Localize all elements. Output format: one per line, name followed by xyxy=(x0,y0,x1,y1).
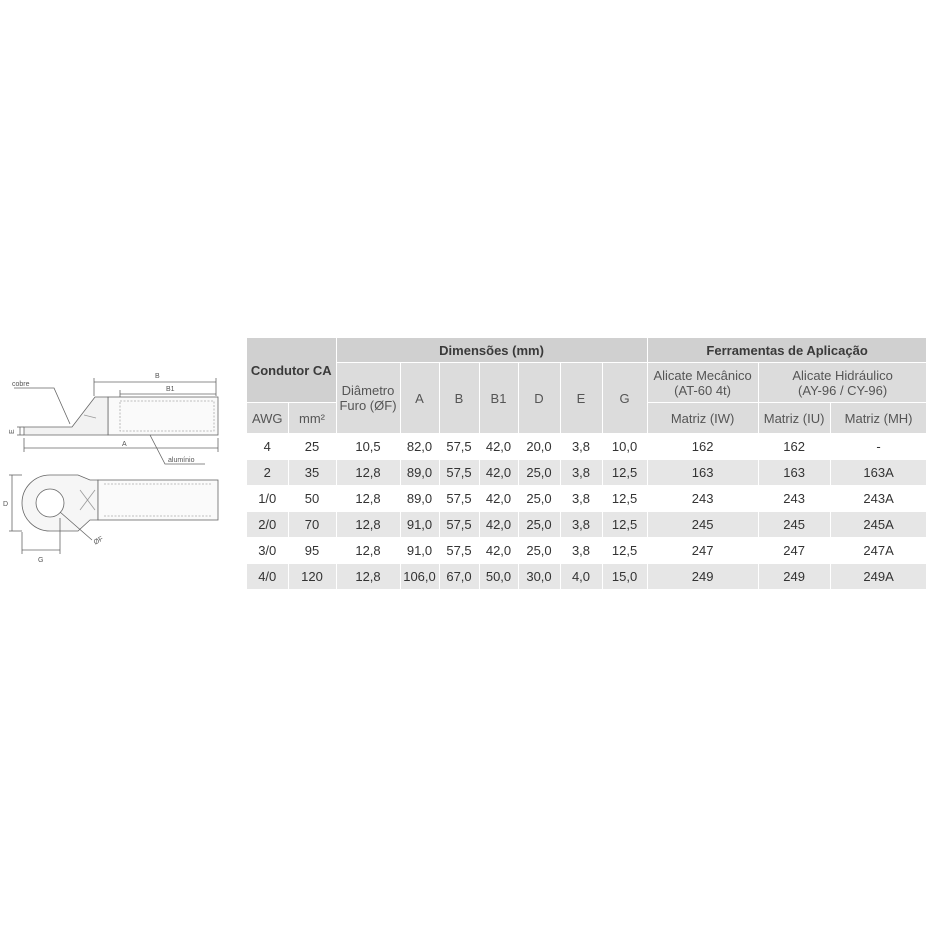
cell-d: 25,0 xyxy=(518,460,560,486)
cell-g: 12,5 xyxy=(602,538,647,564)
cell-d: 25,0 xyxy=(518,512,560,538)
header-diametro-line2: Furo (ØF) xyxy=(339,398,397,413)
terminal-diagram xyxy=(0,360,245,570)
cell-d: 20,0 xyxy=(518,434,560,460)
cell-g: 12,5 xyxy=(602,486,647,512)
header-ferramentas: Ferramentas de Aplicação xyxy=(647,338,926,363)
cell-b1: 42,0 xyxy=(479,434,518,460)
cell-matriz-mh: - xyxy=(830,434,926,460)
cell-b: 57,5 xyxy=(439,434,479,460)
cell-mm2: 95 xyxy=(288,538,336,564)
cell-diametro: 12,8 xyxy=(336,460,400,486)
table-row xyxy=(247,512,926,538)
cell-a: 91,0 xyxy=(400,512,439,538)
cell-b: 57,5 xyxy=(439,512,479,538)
cell-e: 3,8 xyxy=(560,512,602,538)
cell-matriz-mh: 163A xyxy=(830,460,926,486)
cell-d: 25,0 xyxy=(518,486,560,512)
header-b: B xyxy=(439,363,479,434)
label-a: A xyxy=(122,441,127,448)
cell-b: 57,5 xyxy=(439,538,479,564)
cell-mm2: 35 xyxy=(288,460,336,486)
header-e: E xyxy=(560,363,602,434)
header-dimensoes: Dimensões (mm) xyxy=(336,338,647,363)
cell-a: 89,0 xyxy=(400,486,439,512)
cell-e: 3,8 xyxy=(560,538,602,564)
spec-table xyxy=(247,338,926,590)
cell-matriz-mh: 245A xyxy=(830,512,926,538)
header-g: G xyxy=(602,363,647,434)
label-e: E xyxy=(9,429,16,434)
cell-matriz-iw: 243 xyxy=(647,486,758,512)
cell-g: 10,0 xyxy=(602,434,647,460)
header-matriz-mh: Matriz (MH) xyxy=(830,403,926,434)
cell-b1: 50,0 xyxy=(479,564,518,590)
cell-awg: 3/0 xyxy=(247,538,288,564)
header-alicate-mecanico-line2: (AT-60 4t) xyxy=(674,382,732,398)
cell-d: 25,0 xyxy=(518,538,560,564)
cell-e: 3,8 xyxy=(560,434,602,460)
cell-g: 15,0 xyxy=(602,564,647,590)
cell-matriz-iu: 243 xyxy=(758,486,830,512)
cell-matriz-iu: 163 xyxy=(758,460,830,486)
cell-b: 57,5 xyxy=(439,460,479,486)
header-diametro xyxy=(336,363,400,434)
label-b1: B1 xyxy=(166,386,175,393)
cell-matriz-iw: 245 xyxy=(647,512,758,538)
table-row xyxy=(247,486,926,512)
cell-a: 82,0 xyxy=(400,434,439,460)
header-a: A xyxy=(400,363,439,434)
header-b1: B1 xyxy=(479,363,518,434)
cell-mm2: 70 xyxy=(288,512,336,538)
table-row xyxy=(247,564,926,590)
cell-g: 12,5 xyxy=(602,512,647,538)
cell-awg: 2/0 xyxy=(247,512,288,538)
cell-matriz-mh: 247A xyxy=(830,538,926,564)
cell-e: 4,0 xyxy=(560,564,602,590)
cell-awg: 1/0 xyxy=(247,486,288,512)
header-matriz-iu: Matriz (IU) xyxy=(758,403,830,434)
cell-e: 3,8 xyxy=(560,486,602,512)
label-b: B xyxy=(155,373,160,380)
cell-diametro: 12,8 xyxy=(336,512,400,538)
label-aluminio: alumínio xyxy=(168,457,195,464)
cell-e: 3,8 xyxy=(560,460,602,486)
cell-matriz-iw: 247 xyxy=(647,538,758,564)
header-condutor: Condutor CA xyxy=(247,338,336,403)
cell-diametro: 12,8 xyxy=(336,486,400,512)
cell-matriz-iu: 249 xyxy=(758,564,830,590)
table-row xyxy=(247,538,926,564)
header-diametro-line1: Diâmetro xyxy=(341,383,395,398)
cell-mm2: 120 xyxy=(288,564,336,590)
header-mm2: mm² xyxy=(288,403,336,434)
header-alicate-mecanico xyxy=(647,363,758,403)
header-alicate-hidraulico-line1: Alicate Hidráulico xyxy=(792,367,893,383)
cell-diametro: 10,5 xyxy=(336,434,400,460)
header-awg: AWG xyxy=(247,403,288,434)
table-row xyxy=(247,460,926,486)
cell-a: 91,0 xyxy=(400,538,439,564)
header-alicate-mecanico-line1: Alicate Mecânico xyxy=(653,367,752,383)
table-row xyxy=(247,434,926,460)
cell-awg: 2 xyxy=(247,460,288,486)
cell-b: 67,0 xyxy=(439,564,479,590)
cell-a: 106,0 xyxy=(400,564,439,590)
cell-matriz-iw: 163 xyxy=(647,460,758,486)
label-of: ØF xyxy=(92,535,105,547)
header-matriz-iw: Matriz (IW) xyxy=(647,403,758,434)
cell-b1: 42,0 xyxy=(479,486,518,512)
cell-g: 12,5 xyxy=(602,460,647,486)
cell-b1: 42,0 xyxy=(479,460,518,486)
header-d: D xyxy=(518,363,560,434)
cell-matriz-iw: 249 xyxy=(647,564,758,590)
cell-matriz-iw: 162 xyxy=(647,434,758,460)
label-d: D xyxy=(3,501,9,508)
cell-b1: 42,0 xyxy=(479,538,518,564)
cell-mm2: 25 xyxy=(288,434,336,460)
cell-matriz-mh: 249A xyxy=(830,564,926,590)
cell-diametro: 12,8 xyxy=(336,538,400,564)
cell-a: 89,0 xyxy=(400,460,439,486)
cell-awg: 4/0 xyxy=(247,564,288,590)
cell-matriz-iu: 245 xyxy=(758,512,830,538)
cell-b1: 42,0 xyxy=(479,512,518,538)
label-cobre: cobre xyxy=(12,381,30,388)
header-alicate-hidraulico xyxy=(758,363,926,403)
cell-awg: 4 xyxy=(247,434,288,460)
cell-matriz-iu: 247 xyxy=(758,538,830,564)
cell-matriz-iu: 162 xyxy=(758,434,830,460)
header-alicate-hidraulico-line2: (AY-96 / CY-96) xyxy=(798,382,888,398)
cell-b: 57,5 xyxy=(439,486,479,512)
cell-matriz-mh: 243A xyxy=(830,486,926,512)
label-g: G xyxy=(38,557,44,564)
cell-d: 30,0 xyxy=(518,564,560,590)
cell-mm2: 50 xyxy=(288,486,336,512)
cell-diametro: 12,8 xyxy=(336,564,400,590)
